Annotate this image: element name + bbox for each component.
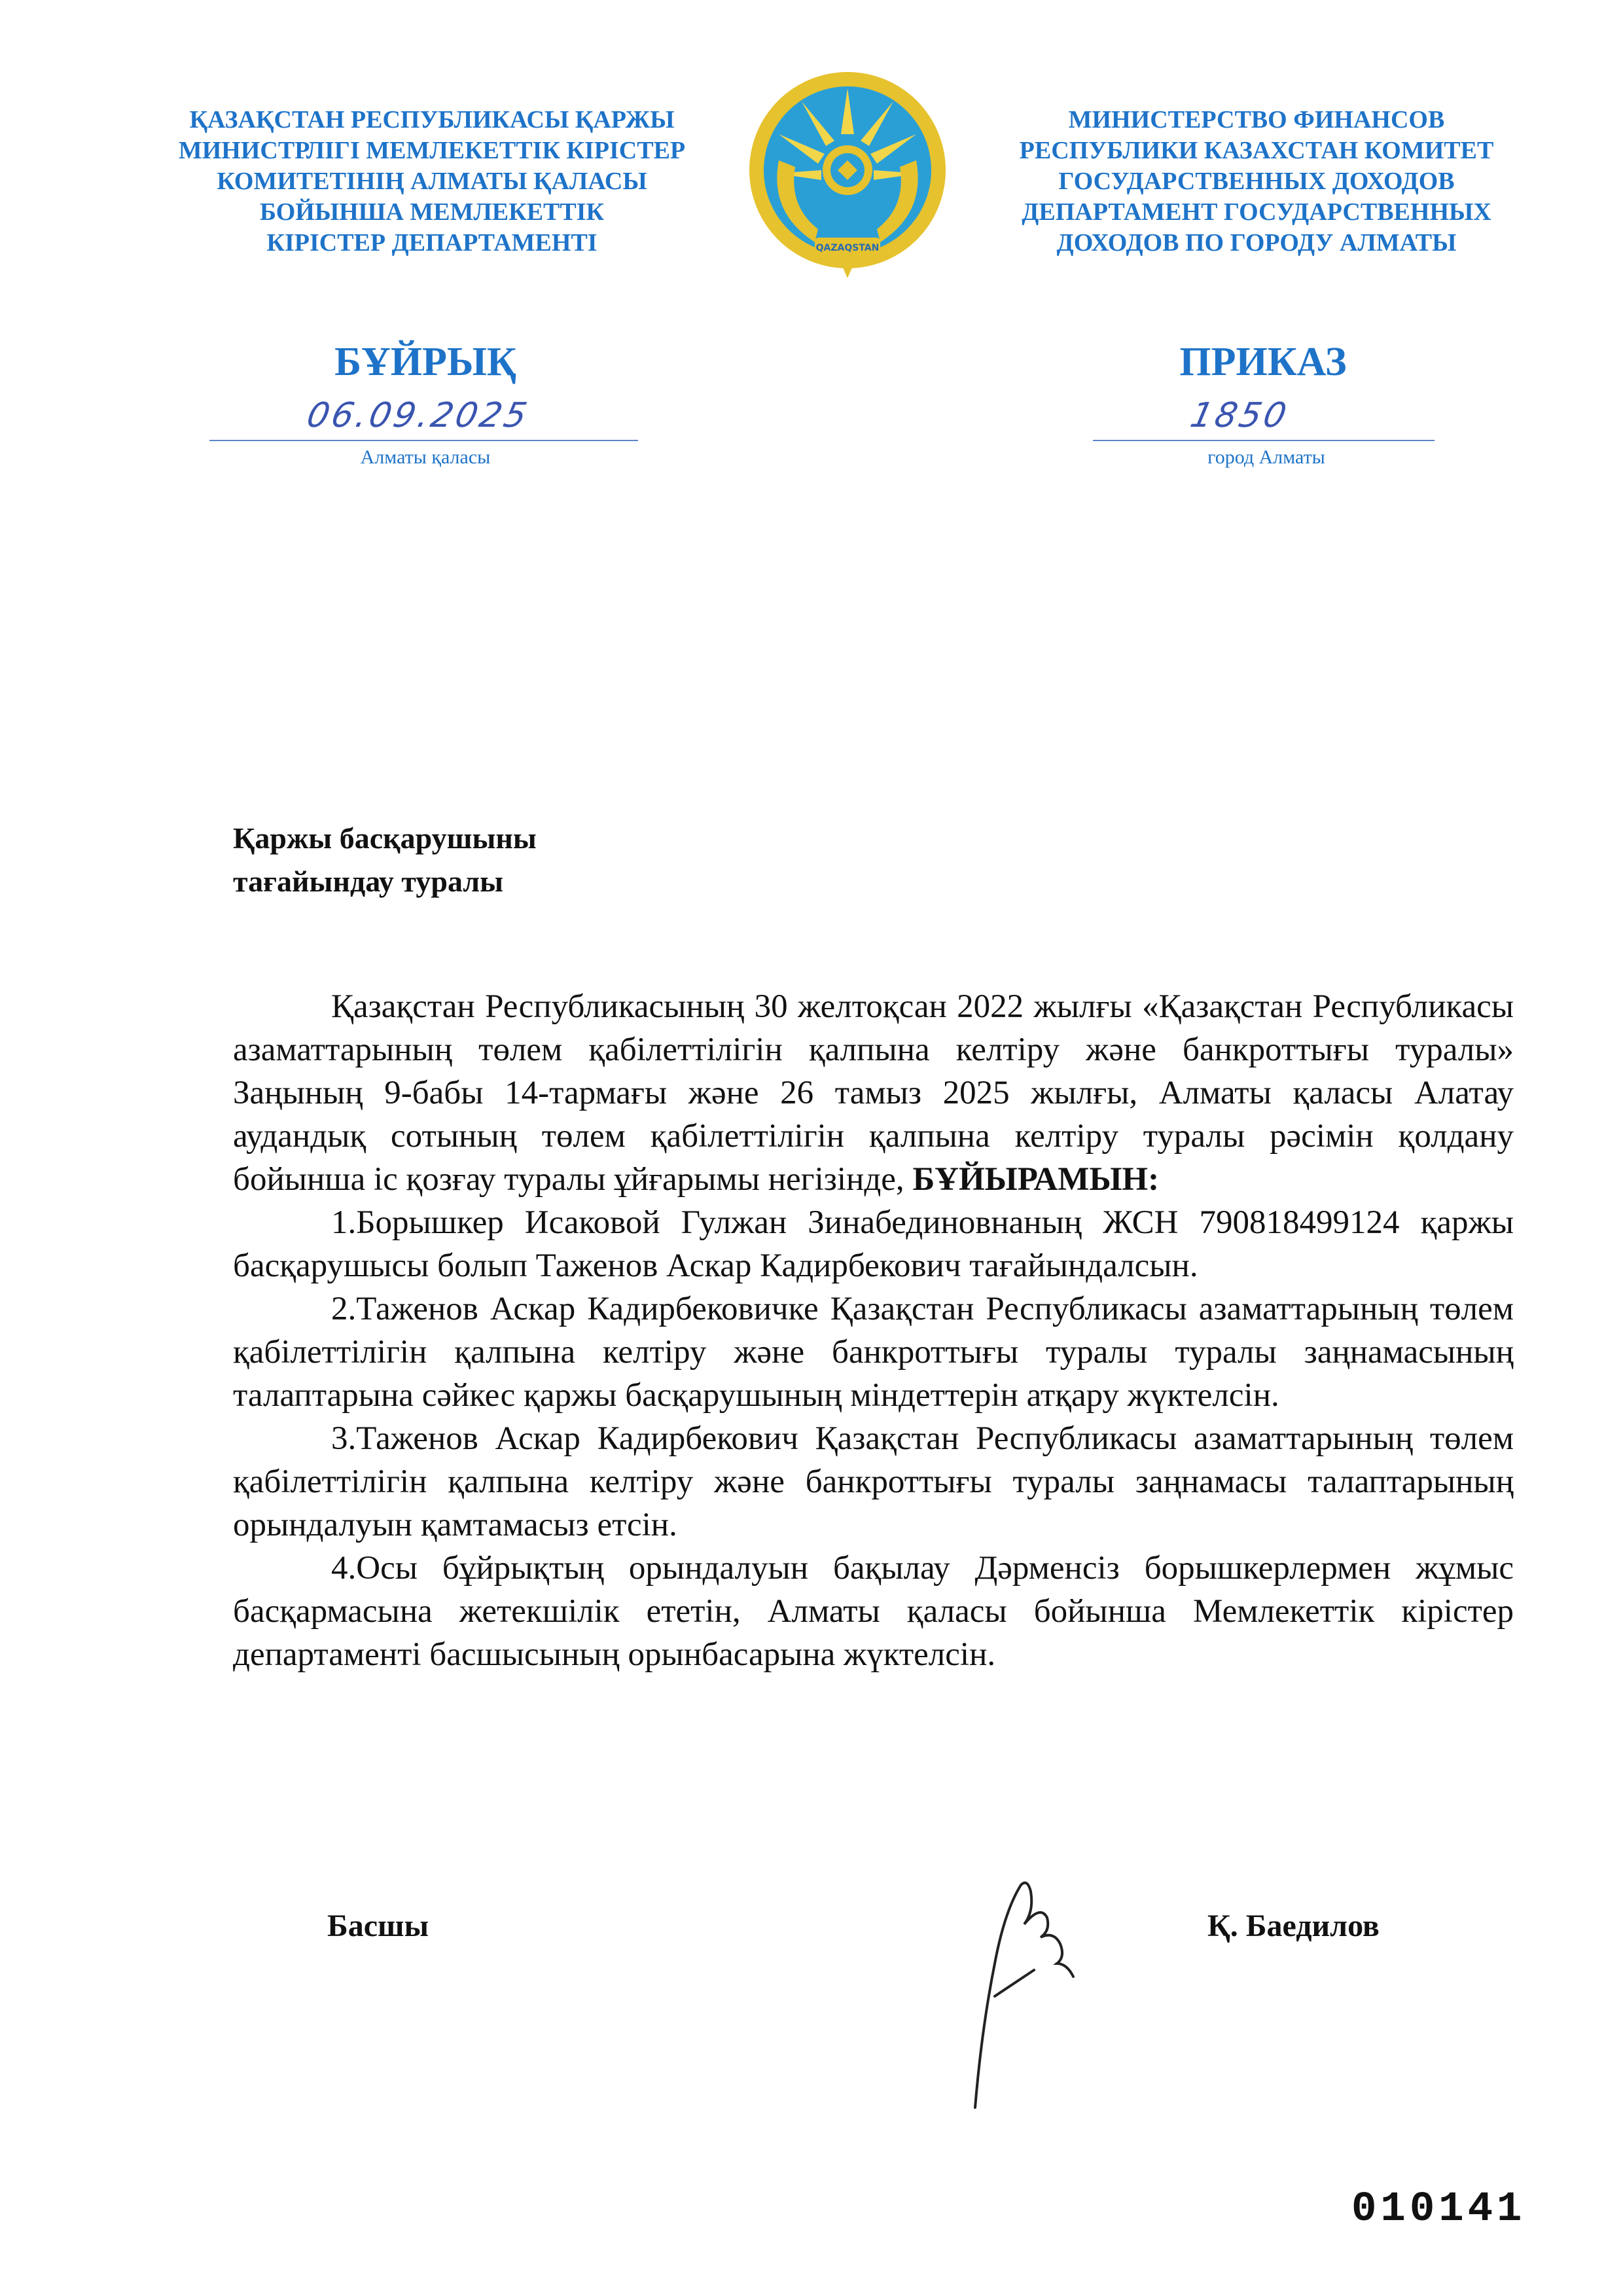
header-kz-line: КОМИТЕТІНІҢ АЛМАТЫ ҚАЛАСЫ xyxy=(217,168,647,195)
order-item: 4.Осы бұйрықтың орындалуын бақылау Дәрменсіз борышкерлермен жұмыс басқармасына жетекшілік ететін, Алматы қаласы бойынша Мемлекеттік кірістер департаменті басшысының орынбасарына жүктелсін. xyxy=(233,1550,1514,1673)
header-ru-line: ДЕПАРТАМЕНТ ГОСУДАРСТВЕННЫХ xyxy=(1022,198,1491,226)
ordering-word: БҰЙЫРАМЫН: xyxy=(912,1161,1160,1198)
order-item: 1.Борышкер Исаковой Гулжан Зинабединовнаның ЖСН 790818499124 қаржы басқарушысы болып Таженов Аскар Кадирбекович тағайындалсын. xyxy=(233,1204,1514,1284)
order-item: 3.Таженов Аскар Кадирбекович Қазақстан Республикасы азаматтарының төлем қабілеттілігін қалпына келтіру және банкроттығы туралы заңнамасы талаптарының орындалуын қамтамасыз етсін. xyxy=(233,1420,1514,1543)
state-emblem-icon xyxy=(740,62,955,288)
header-kz xyxy=(137,105,726,259)
serial-number: 010141 xyxy=(1351,2186,1526,2233)
signatory-name: Қ. Баедилов xyxy=(1207,1909,1380,1943)
order-date-handwritten: 06.09.2025 xyxy=(303,396,533,435)
intro-text: Қазақстан Республикасының 30 желтоқсан 2022 жылғы «Қазақстан Республикасы азаматтарының төлем қабілеттілігін қалпына келтіру және банкроттығы туралы» Заңының 9-бабы 14-тармағы және 26 тамыз 2025 жылғы, Алматы қаласы Алатау аудандық сотының төлем қабілеттілігін қалпына келтіру туралы рәсімін қолдану бойынша іс қозғау туралы ұйғарымы негізінде, xyxy=(233,988,1514,1198)
document-body xyxy=(233,985,1514,1676)
number-underline xyxy=(1093,440,1435,441)
title-line: Қаржы басқарушыны xyxy=(233,821,537,855)
signatory-title: Басшы xyxy=(327,1909,429,1943)
header-ru-line: РЕСПУБЛИКИ КАЗАХСТАН КОМИТЕТ xyxy=(1019,137,1494,164)
order-word-kz: БҰЙРЫҚ xyxy=(334,340,516,384)
city-kz: Алматы қаласы xyxy=(360,446,491,468)
document-title xyxy=(233,817,537,903)
header-ru-line: ГОСУДАРСТВЕННЫХ ДОХОДОВ xyxy=(1058,168,1455,195)
header-ru-line: МИНИСТЕРСТВО ФИНАНСОВ xyxy=(1068,106,1445,134)
handwritten-signature xyxy=(969,1865,1099,2114)
header-ru xyxy=(962,105,1551,259)
header-kz-line: ҚАЗАҚСТАН РЕСПУБЛИКАСЫ ҚАРЖЫ xyxy=(189,106,675,134)
emblem-label: QAZAQSTAN xyxy=(815,243,880,253)
header-kz-line: КІРІСТЕР ДЕПАРТАМЕНТІ xyxy=(266,229,597,257)
title-line: тағайындау туралы xyxy=(233,865,504,898)
date-underline xyxy=(209,440,638,441)
order-item: 2.Таженов Аскар Кадирбековичке Қазақстан Республикасы азаматтарының төлем қабілеттілігін қалпына келтіру және банкроттығы туралы туралы заңнамасының талаптарына сәйкес қаржы басқарушының міндеттерін атқару жүктелсін. xyxy=(233,1291,1514,1414)
city-ru: город Алматы xyxy=(1207,446,1325,468)
header-ru-line: ДОХОДОВ ПО ГОРОДУ АЛМАТЫ xyxy=(1056,229,1457,257)
order-number-handwritten: 1850 xyxy=(1186,396,1293,435)
intro-paragraph xyxy=(233,985,1514,1201)
header-kz-line: МИНИСТРЛІГІ МЕМЛЕКЕТТІК КІРІСТЕР xyxy=(178,137,686,164)
header-kz-line: БОЙЫНША МЕМЛЕКЕТТІК xyxy=(259,198,605,226)
order-word-ru: ПРИКАЗ xyxy=(1179,340,1347,384)
